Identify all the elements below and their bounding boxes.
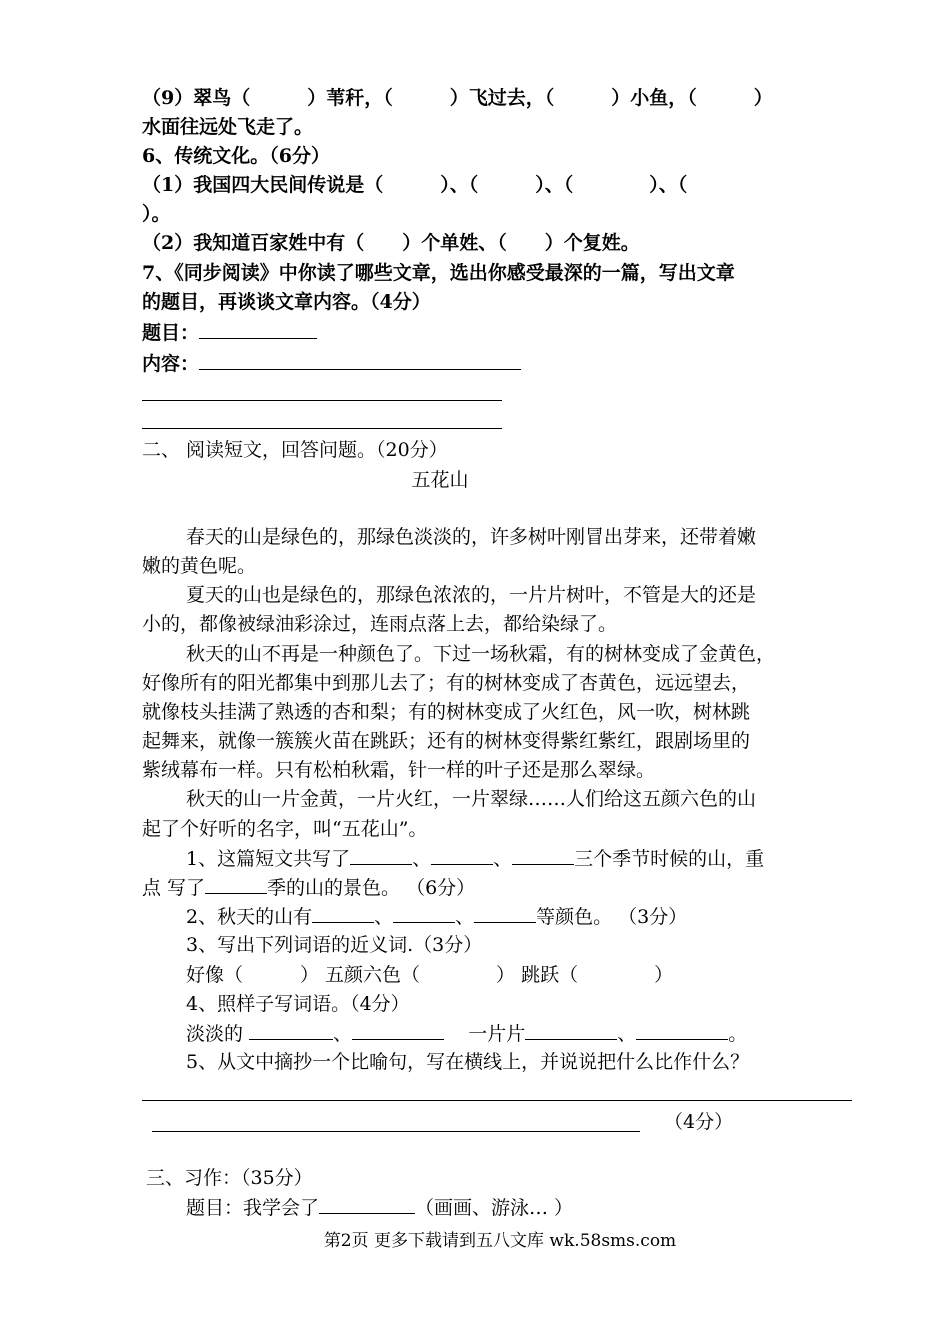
q7-line2: 的题目，再谈谈文章内容。（4分） — [142, 291, 431, 313]
reading-q1-text: 1、这篇短文共写了 — [186, 848, 351, 870]
answer-blank[interactable] — [350, 844, 412, 865]
q7-topic-label: 题目： — [142, 322, 200, 344]
reading-q5: 5、从文中摘抄一个比喻句，写在横线上，并说说把什么比作什么？ — [186, 1051, 750, 1073]
reading-q4-text: 一片片 — [468, 1023, 526, 1045]
reading-q2-text: 等颜色。 （3分） — [536, 906, 688, 928]
story-paragraph: 春天的山是绿色的，那绿色淡淡的，许多树叶刚冒出芽来，还带着嫩 — [186, 526, 757, 548]
q6-line2: ）。 — [142, 203, 171, 225]
separator: 、 — [455, 906, 475, 928]
section3-topic-label: 题目：我学会了 — [186, 1197, 320, 1219]
story-title: 五花山 — [411, 469, 469, 491]
separator: 、 — [617, 1023, 637, 1045]
q6-line1: （1）我国四大民间传说是（ ）、（ ）、（ ）、（ — [142, 174, 688, 196]
separator: 、 — [412, 848, 432, 870]
q5-answer-line-1[interactable] — [142, 1100, 852, 1101]
answer-blank[interactable] — [312, 902, 374, 923]
separator: 、 — [333, 1023, 353, 1045]
section3-topic-row — [186, 1193, 573, 1222]
story-paragraph: 起舞来，就像一簇簇火苗在跳跃；还有的树林变得紫红紫红，跟剧场里的 — [142, 730, 751, 752]
reading-q3: 3、写出下列词语的近义词.（3分） — [186, 934, 483, 956]
answer-blank[interactable] — [249, 1019, 333, 1040]
reading-q1-row2 — [142, 873, 475, 902]
story-paragraph: 紫绒幕布一样。只有松柏秋霜，针一样的叶子还是那么翠绿。 — [142, 759, 656, 781]
q5-score: （4分） — [664, 1111, 734, 1133]
separator: 、 — [493, 848, 513, 870]
q7-answer-line-1[interactable] — [142, 400, 502, 401]
q6-line3: （2）我知道百家姓中有（ ）个单姓、（ ）个复姓。 — [142, 232, 640, 254]
reading-q1-text: 点 写了 — [142, 877, 206, 899]
q7-topic-blank[interactable] — [199, 318, 317, 339]
q7-content-label: 内容： — [142, 353, 200, 375]
answer-blank[interactable] — [205, 873, 267, 894]
period: 。 — [728, 1023, 748, 1045]
story-paragraph: 夏天的山也是绿色的，那绿色浓浓的，一片片树叶，不管是大的还是 — [186, 584, 757, 606]
q7-line1: 7、《同步阅读》中你读了哪些文章，选出你感受最深的一篇，写出文章 — [142, 262, 735, 284]
answer-blank[interactable] — [512, 844, 574, 865]
reading-q4-text: 淡淡的 — [186, 1023, 250, 1045]
answer-blank[interactable] — [352, 1019, 444, 1040]
answer-blank[interactable] — [393, 902, 455, 923]
story-paragraph: 好像所有的阳光都集中到那儿去了；有的树林变成了杏黄色，远远望去， — [142, 672, 751, 694]
section3-topic-hint: （画画、游泳… ） — [415, 1197, 574, 1219]
answer-blank[interactable] — [474, 902, 536, 923]
q7-content-row — [142, 349, 521, 378]
story-paragraph: 秋天的山一片金黄，一片火红，一片翠绿……人们给这五颜六色的山 — [186, 788, 757, 810]
q9-line1: （9）翠鸟（ ）苇秆，（ ）飞过去，（ ）小鱼，（ ） — [142, 87, 773, 109]
separator: 、 — [374, 906, 394, 928]
reading-q2 — [186, 902, 687, 931]
q7-topic-row — [142, 318, 317, 347]
reading-q1-text: 季的山的景色。 （6分） — [267, 877, 476, 899]
story-paragraph: 嫩的黄色呢。 — [142, 555, 257, 577]
reading-q2-text: 2、秋天的山有 — [186, 906, 313, 928]
story-paragraph: 小的，都像被绿油彩涂过，连雨点落上去，都给染绿了。 — [142, 613, 618, 635]
q9-line2: 水面往远处飞走了。 — [142, 116, 314, 138]
reading-q3-words: 好像（ ） 五颜六色（ ） 跳跃（ ） — [186, 964, 674, 986]
page-footer: 第2页 更多下载请到五八文库 wk.58sms.com — [323, 1231, 677, 1251]
story-paragraph: 起了个好听的名字，叫“五花山”。 — [142, 818, 428, 840]
answer-blank[interactable] — [636, 1019, 728, 1040]
reading-q1-text: 三个季节时候的山，重 — [574, 848, 765, 870]
answer-blank[interactable] — [431, 844, 493, 865]
q6-title: 6、传统文化。（6分） — [142, 145, 330, 167]
q7-answer-line-2[interactable] — [142, 428, 502, 429]
q7-content-blank[interactable] — [199, 349, 521, 370]
answer-blank[interactable] — [319, 1193, 415, 1214]
section2-heading: 二、 阅读短文，回答问题。（20分） — [142, 439, 448, 461]
story-paragraph: 秋天的山不再是一种颜色了。下过一场秋霜，有的树林变成了金黄色， — [186, 643, 776, 665]
section3-heading: 三、习作：（35分） — [146, 1167, 313, 1189]
q5-answer-line-2[interactable] — [152, 1131, 640, 1132]
reading-q4: 4、照样子写词语。（4分） — [186, 993, 410, 1015]
story-paragraph: 就像枝头挂满了熟透的杏和梨；有的树林变成了火红色，风一吹，树林跳 — [142, 701, 751, 723]
reading-q4-row — [186, 1019, 747, 1048]
reading-q1-row1 — [186, 844, 764, 873]
answer-blank[interactable] — [525, 1019, 617, 1040]
